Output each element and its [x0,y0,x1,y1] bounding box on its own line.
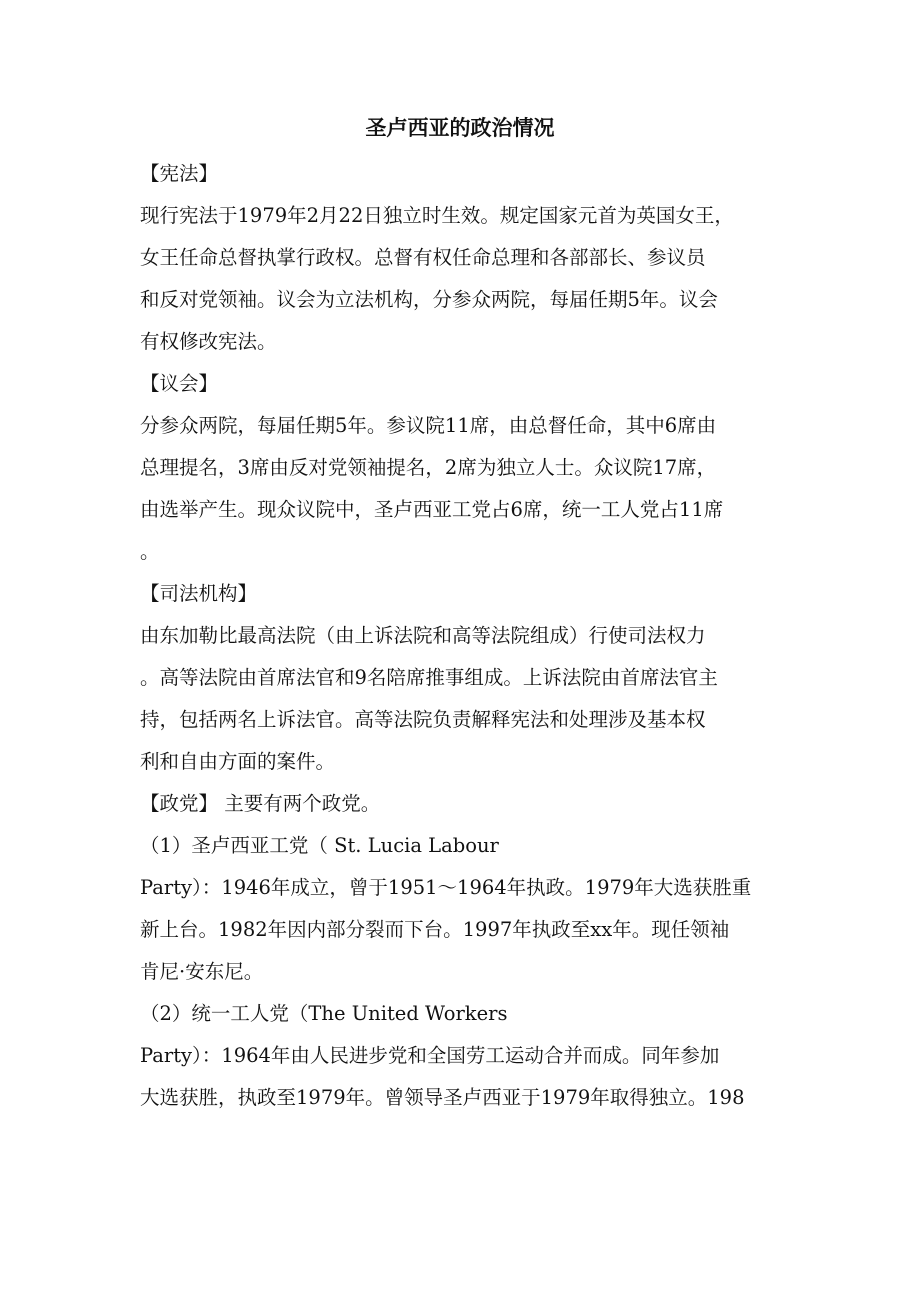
paragraph-line: 和反对党领袖。议会为立法机构，分参众两院，每届任期5年。议会 [140,288,718,311]
paragraph-line: 。 [140,540,160,563]
paragraph-line: 女王任命总督执掌行政权。总督有权任命总理和各部部长、参议员 [140,246,706,269]
list-item-heading: （1）圣卢西亚工党（ St. Lucia Labour [140,834,499,857]
paragraph-line: 大选获胜，执政至1979年。曾领导圣卢西亚于1979年取得独立。198 [140,1086,745,1109]
list-item-heading: （2）统一工人党（The United Workers [140,1002,508,1025]
paragraph-line: Party）：1964年由人民进步党和全国劳工运动合并而成。同年参加 [140,1044,720,1067]
paragraph-line: 。高等法院由首席法官和9名陪席推事组成。上诉法院由首席法官主 [140,666,718,689]
paragraph-line: 新上台。1982年因内部分裂而下台。1997年执政至xx年。现任领袖 [140,918,730,941]
paragraph-line: 现行宪法于1979年2月22日独立时生效。规定国家元首为英国女王， [140,204,734,227]
paragraph-line: 分参众两院，每届任期5年。参议院11席，由总督任命，其中6席由 [140,414,717,437]
section-heading-constitution: 【宪法】 [140,162,219,185]
document-title: 圣卢西亚的政治情况 [365,115,555,140]
paragraph-line: 由选举产生。现众议院中，圣卢西亚工党占6席，统一工人党占11席 [140,498,724,521]
section-heading-parliament: 【议会】 [140,372,219,395]
section-heading-judiciary: 【司法机构】 [140,582,258,605]
paragraph-line: 有权修改宪法。 [140,330,277,353]
paragraph-line: 利和自由方面的案件。 [140,750,336,773]
paragraph-line: 肯尼·安东尼。 [140,960,264,983]
paragraph-line: Party）：1946年成立，曾于1951～1964年执政。1979年大选获胜重 [140,876,752,899]
paragraph-line: 由东加勒比最高法院（由上诉法院和高等法院组成）行使司法权力 [140,624,706,647]
paragraph-line: 持，包括两名上诉法官。高等法院负责解释宪法和处理涉及基本权 [140,708,706,731]
paragraph-line: 总理提名，3席由反对党领袖提名，2席为独立人士。众议院17席， [140,456,717,479]
section-heading-parties: 【政党】 主要有两个政党。 [140,792,381,815]
